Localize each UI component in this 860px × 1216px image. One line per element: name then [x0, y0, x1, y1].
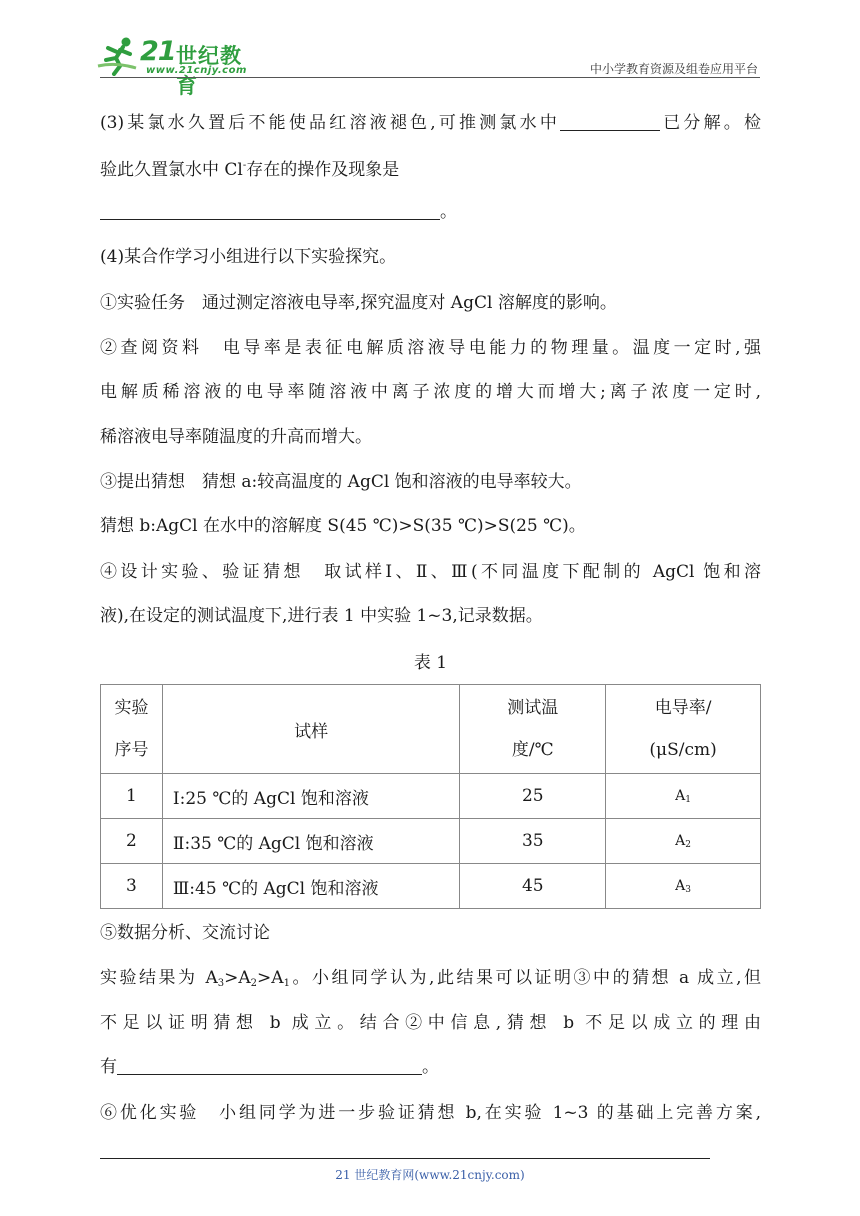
header-exp-no: 实验 序号 [101, 685, 163, 774]
header-conductivity: 电导率/ (μS/cm) [606, 685, 761, 774]
logo-number: 21 [140, 36, 176, 67]
header-sample: 试样 [162, 685, 460, 774]
q4-title: (4)某合作学习小组进行以下实验探究。 [100, 247, 397, 267]
cell-sample: Ⅲ:45 ℃的 AgCl 饱和溶液 [162, 864, 460, 909]
footer-divider [100, 1158, 710, 1159]
cell-no: 1 [101, 774, 163, 819]
q3-line-3: 。 [100, 200, 457, 224]
cell-no: 3 [101, 864, 163, 909]
header-slogan: 中小学教育资源及组卷应用平台 [589, 62, 758, 76]
cell-sample: Ⅰ:25 ℃的 AgCl 饱和溶液 [162, 774, 460, 819]
q3-line-1: (3)某氯水久置后不能使品红溶液褪色,可推测氯水中 已分解。检 [100, 113, 762, 133]
cell-conductivity: $A_1$ [606, 774, 761, 819]
data-table [100, 684, 761, 909]
result-line: 实验结果为 $A_3>A_2>A_1$。小组同学认为,此结果可以证明③中的猜想 a 成立,但 [100, 968, 762, 989]
optimize-line: ⑥优化实验 小组同学为进一步验证猜想 b,在实验 1~3 的基础上完善方案, [100, 1103, 761, 1123]
answer-blank-2[interactable] [100, 201, 440, 220]
cell-conductivity: $A_3$ [606, 864, 761, 909]
table-header-row [101, 685, 761, 774]
reason-line-1: 不足以证明猜想 b 成立。结合②中信息,猜想 b 不足以成立的理由 [100, 1013, 761, 1033]
answer-blank-3[interactable] [117, 1056, 422, 1075]
runner-logo-icon [96, 36, 142, 76]
design-1: ④设计实验、验证猜想 取试样Ⅰ、Ⅱ、Ⅲ(不同温度下配制的 AgCl 饱和溶 [100, 562, 761, 582]
reason-line-2: 有 。 [100, 1057, 439, 1077]
logo-title: 世纪教育 [176, 44, 242, 98]
logo-url: www.21cnjy.com [146, 65, 247, 76]
reference-info-1: ②查阅资料 电导率是表征电解质溶液导电能力的物理量。温度一定时,强 [100, 338, 761, 358]
table-caption: 表 1 [413, 653, 448, 673]
guess-a: ③提出猜想 猜想 a:较高温度的 AgCl 饱和溶液的电导率较大。 [100, 472, 582, 492]
guess-b: 猜想 b:AgCl 在水中的溶解度 S(45 ℃)>S(35 ℃)>S(25 ℃)。 [100, 516, 586, 536]
q3-line-2: 验此久置氯水中 Cl-存在的操作及现象是 [100, 160, 400, 180]
cell-sample: Ⅱ:35 ℃的 AgCl 饱和溶液 [162, 819, 460, 864]
cell-temp: 35 [460, 819, 606, 864]
header-divider [100, 77, 760, 78]
cell-conductivity: $A_2$ [606, 819, 761, 864]
experiment-task: ①实验任务 通过测定溶液电导率,探究温度对 AgCl 溶解度的影响。 [100, 293, 617, 313]
analysis-title: ⑤数据分析、交流讨论 [100, 923, 270, 943]
cell-no: 2 [101, 819, 163, 864]
table-row [101, 819, 761, 864]
header-temp: 测试温 度/℃ [460, 685, 606, 774]
table-row [101, 774, 761, 819]
footer-text: 21 世纪教育网(www.21cnjy.com) [335, 1168, 525, 1182]
cell-temp: 25 [460, 774, 606, 819]
cell-temp: 45 [460, 864, 606, 909]
site-logo [96, 34, 256, 98]
table-row [101, 864, 761, 909]
reference-info-2: 电解质稀溶液的电导率随溶液中离子浓度的增大而增大;离子浓度一定时, [100, 382, 761, 402]
design-2: 液),在设定的测试温度下,进行表 1 中实验 1~3,记录数据。 [100, 606, 543, 626]
reference-info-3: 稀溶液电导率随温度的升高而增大。 [100, 427, 372, 447]
answer-blank-1[interactable] [560, 112, 660, 131]
